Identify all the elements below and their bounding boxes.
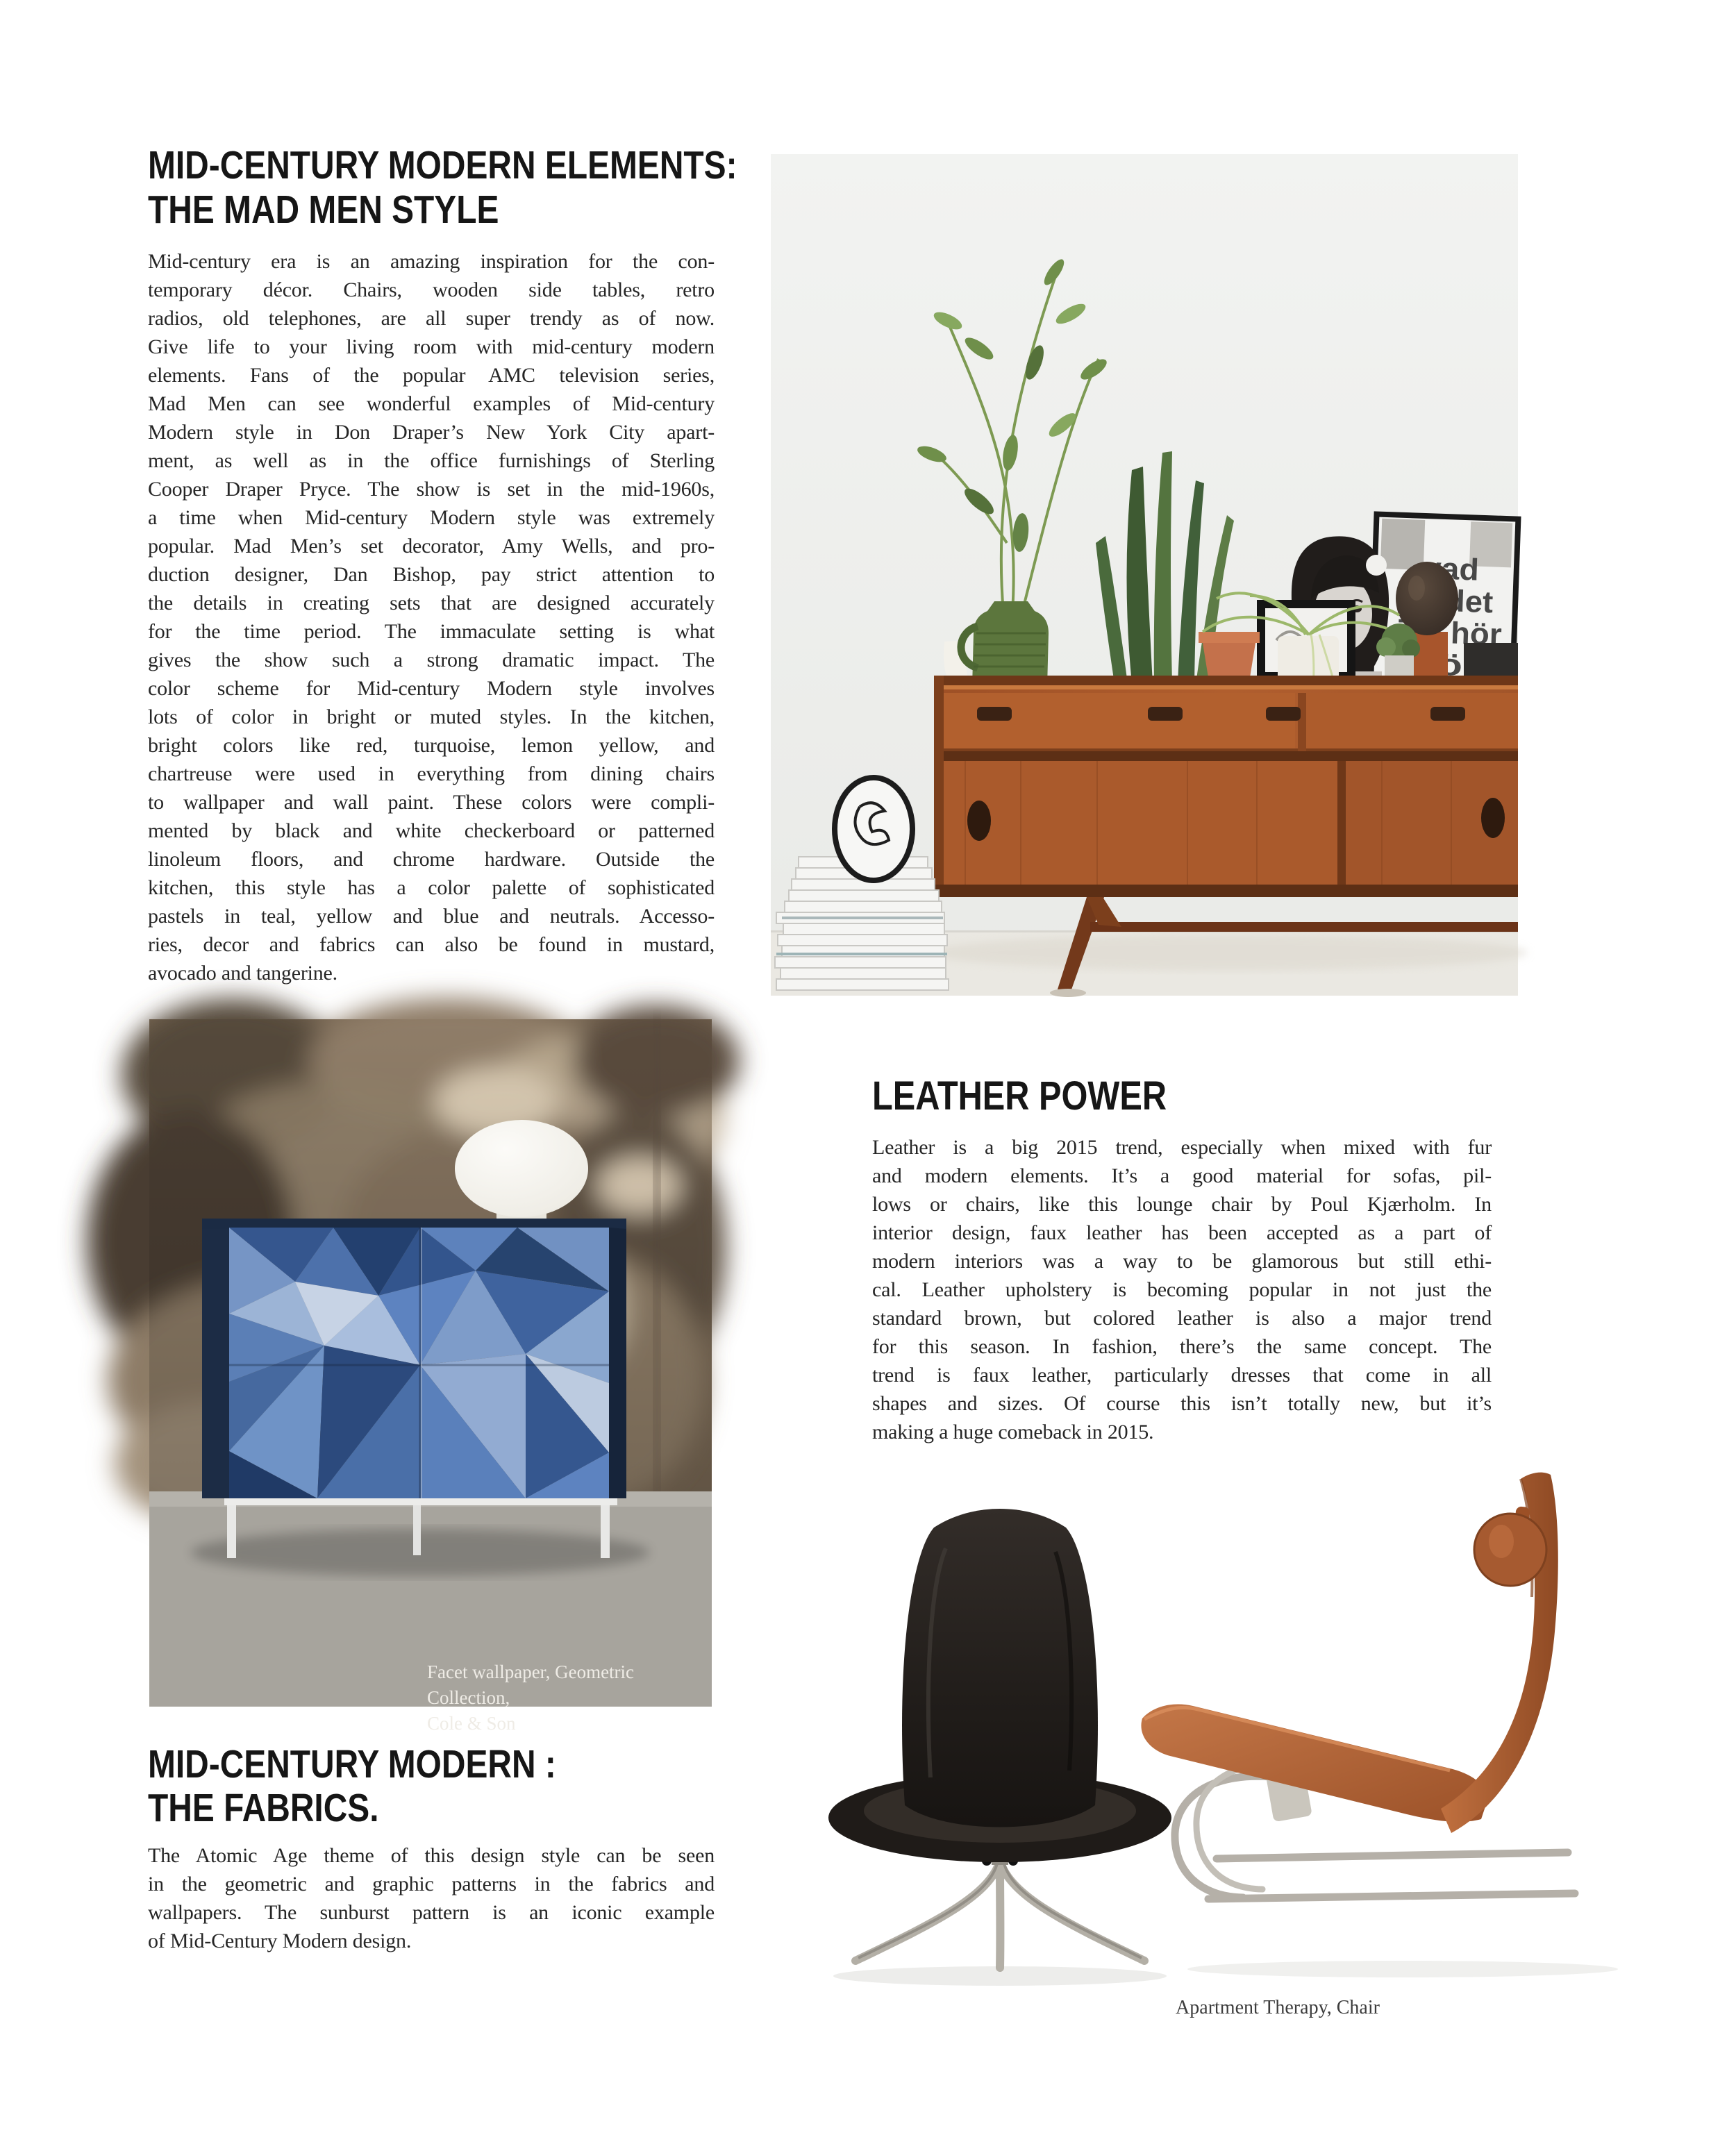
text-line: lots of color in bright or muted styles. In the kitchen, xyxy=(148,705,715,728)
text-line: ries, decor and fabrics can also be found in mustard, xyxy=(148,933,715,956)
text-line: making a huge comeback in 2015. xyxy=(872,1421,1154,1443)
text-line: for this season. In fashion, there’s the same concept. The xyxy=(872,1335,1492,1358)
text-line: kitchen, this style has a color palette of sophisticated xyxy=(148,876,715,899)
cabinet-caption-line1: Facet wallpaper, Geometric Collection, xyxy=(427,1662,635,1708)
leather-paragraph xyxy=(872,1133,1492,1446)
poster-line-1: vad xyxy=(1422,551,1477,587)
text-line: The Atomic Age theme of this design style can be seen xyxy=(148,1844,715,1867)
madmen-paragraph xyxy=(148,247,715,987)
text-line: standard brown, but colored leather is also a major trend xyxy=(872,1307,1492,1330)
text-line: modern interiors was a way to be glamorous but still ethi- xyxy=(872,1250,1492,1273)
sideboard-photo xyxy=(771,154,1518,996)
text-line: in the geometric and graphic patterns in the fabrics and xyxy=(148,1873,715,1895)
text-line: avocado and tangerine. xyxy=(148,962,337,985)
text-line: chartreuse were used in everything from dining chairs xyxy=(148,762,715,785)
text-line: of Mid-Century Modern design. xyxy=(148,1930,412,1952)
text-line: wallpapers. The sunburst pattern is an iconic example xyxy=(148,1901,715,1924)
text-line: radios, old telephones, are all super trendy as of now. xyxy=(148,307,715,330)
chairs-photo xyxy=(792,1444,1625,2000)
text-line: a time when Mid-century Modern style was extremely xyxy=(148,506,715,529)
chairs-photo-caption: Apartment Therapy, Chair xyxy=(1176,1997,1380,2018)
chairs-scene xyxy=(792,1444,1625,2000)
fabrics-heading-line1: MID-CENTURY MODERN : xyxy=(148,1742,556,1786)
text-line: color scheme for Mid-century Modern style involves xyxy=(148,677,715,700)
radio-box xyxy=(1464,643,1518,680)
text-line: Mid-century era is an amazing inspiration for the con- xyxy=(148,250,715,273)
text-line: interior design, faux leather has been accepted as a part of xyxy=(872,1221,1492,1244)
fabrics-heading xyxy=(148,1743,556,1830)
text-line: Mad Men can see wonderful examples of Mid-century xyxy=(148,392,715,415)
text-line: shapes and sizes. Of course this isn’t totally new, but it’s xyxy=(872,1392,1492,1415)
text-line: bright colors like red, turquoise, lemon yellow, and xyxy=(148,734,715,757)
sideboard-scene xyxy=(771,154,1528,997)
madmen-heading-line1: MID-CENTURY MODERN ELEMENTS: xyxy=(148,143,737,187)
text-line: lows or chairs, like this lounge chair by Poul Kjærholm. In xyxy=(872,1193,1492,1216)
madmen-heading xyxy=(148,143,737,232)
text-line: popular. Mad Men’s set decorator, Amy Wells, and pro- xyxy=(148,535,715,558)
text-line: linoleum floors, and chrome hardware. Outside the xyxy=(148,848,715,871)
blue-cabinet-photo xyxy=(149,1019,712,1734)
text-line: cal. Leather upholstery is becoming popular in not just the xyxy=(872,1278,1492,1301)
text-line: elements. Fans of the popular AMC television series, xyxy=(148,364,715,387)
text-line: Leather is a big 2015 trend, especially when mixed with fur xyxy=(872,1136,1492,1159)
text-line: for the time period. The immaculate setting is what xyxy=(148,620,715,643)
text-line: the details in creating sets that are designed accurately xyxy=(148,592,715,614)
text-line: Give life to your living room with mid-century modern xyxy=(148,335,715,358)
fabrics-heading-line2: THE FABRICS. xyxy=(148,1786,379,1830)
text-line: ment, as well as in the office furnishings of Sterling xyxy=(148,449,715,472)
text-line: to wallpaper and wall paint. These colors were compli- xyxy=(148,791,715,814)
text-line: Modern style in Don Draper’s New York City apart- xyxy=(148,421,715,444)
text-line: and modern elements. It’s a good material for sofas, pil- xyxy=(872,1164,1492,1187)
text-line: pastels in teal, yellow and blue and neutrals. Accesso- xyxy=(148,905,715,928)
madmen-heading-line2: THE MAD MEN STYLE xyxy=(148,187,499,232)
text-line: trend is faux leather, particularly dresses that come in all xyxy=(872,1364,1492,1387)
text-line: Cooper Draper Pryce. The show is set in the mid-1960s, xyxy=(148,478,715,501)
cabinet-scene xyxy=(87,998,740,1707)
cabinet-photo-caption xyxy=(427,1659,712,1736)
text-line: temporary décor. Chairs, wooden side tables, retro xyxy=(148,278,715,301)
text-line: gives the show such a strong dramatic impact. The xyxy=(148,648,715,671)
fabrics-paragraph xyxy=(148,1841,715,1955)
text-line: duction designer, Dan Bishop, pay strict attention to xyxy=(148,563,715,586)
leather-heading: LEATHER POWER xyxy=(872,1073,1167,1119)
text-line: mented by black and white checkerboard or patterned xyxy=(148,819,715,842)
cabinet-caption-line2: Cole & Son xyxy=(427,1713,516,1734)
